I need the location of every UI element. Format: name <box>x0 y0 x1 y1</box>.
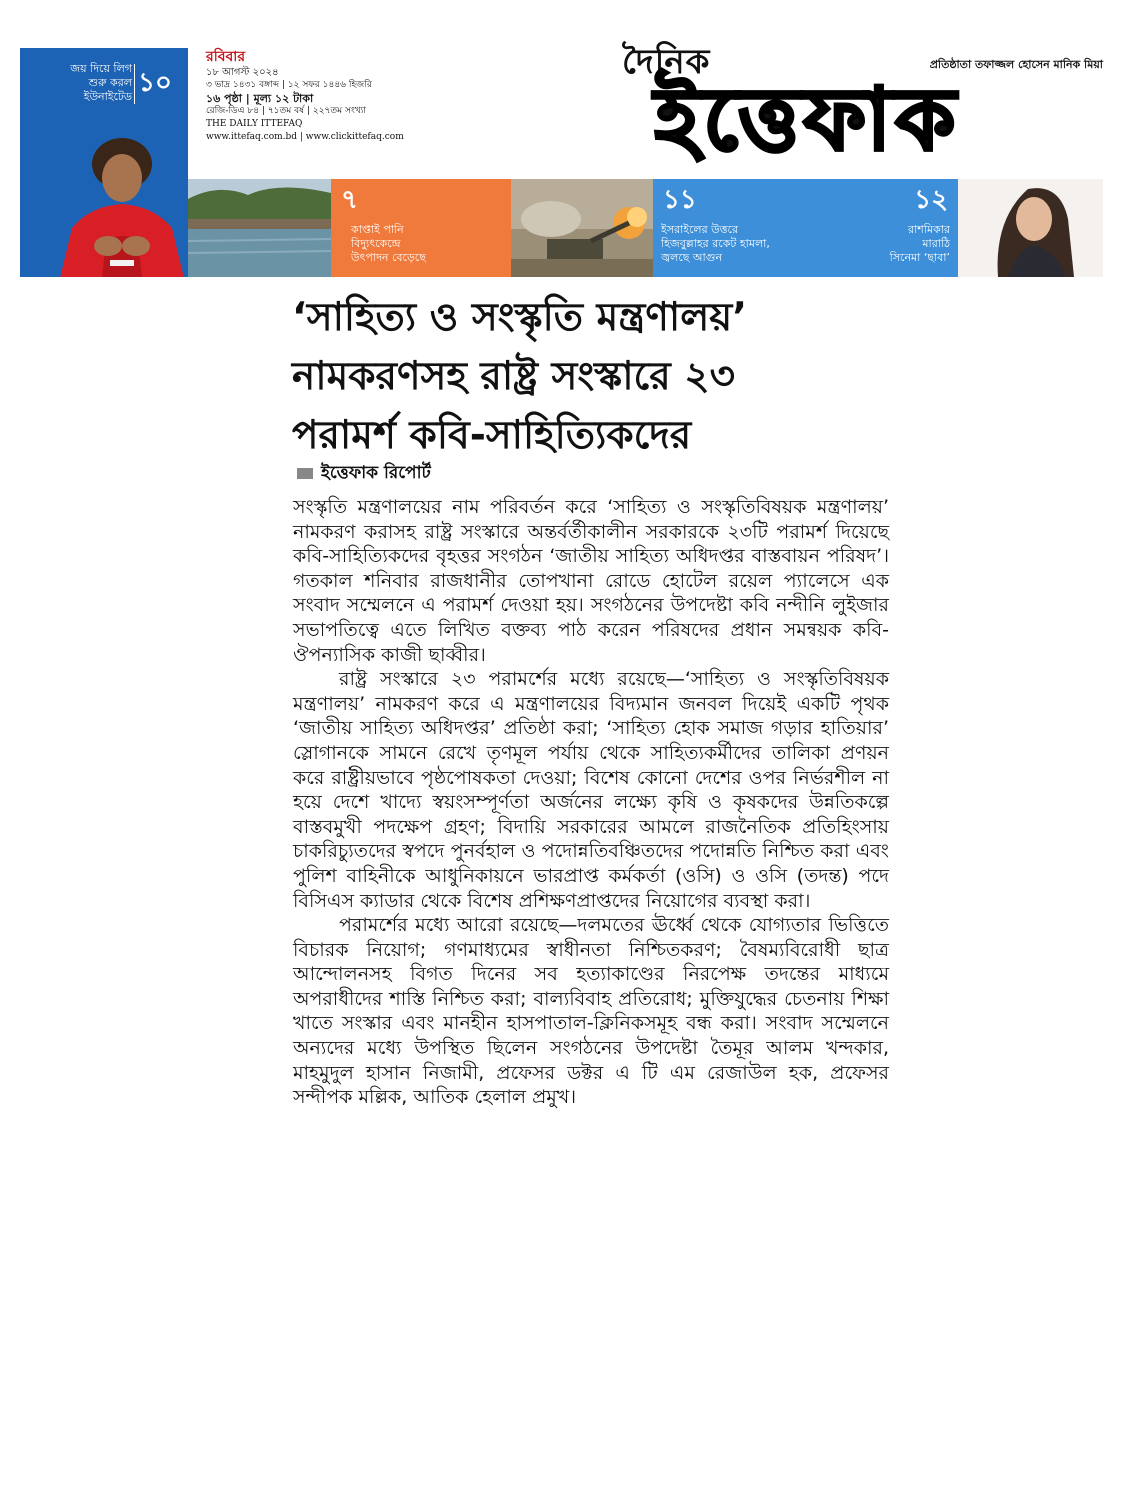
dateline-english-name: THE DAILY ITTEFAQ <box>206 119 303 129</box>
dateline <box>206 48 406 144</box>
caption-line: উৎপাদন বেড়েছে <box>351 251 426 264</box>
teaser-page-number: ৭ <box>341 185 358 215</box>
teaser-hezbollah-rashmika[interactable] <box>653 179 958 277</box>
promo-page-number: ১০ <box>138 68 172 98</box>
teaser-kaptai[interactable] <box>331 179 511 277</box>
article-body <box>293 495 889 1110</box>
caption-line: মারাঠি <box>922 237 950 250</box>
article-paragraph: সংস্কৃতি মন্ত্রণালয়ের নাম পরিবর্তন করে ‘সাহিত্য ও সংস্কৃতিবিষয়ক মন্ত্রণালয়’ নামকরণ করাসহ রাষ্ট্র সংস্কারে অন্তর্বর্তীকালীন সরকারকে ২৩টি পরামর্শ দিয়েছে কবি-সাহিত্যিকদের বৃহত্তর সংগঠন ‘জাতীয় সাহিত্য অধিদপ্তর বাস্তবায়ন পরিষদ’। গতকাল শনিবার রাজধানীর তোপখানা রোডে হোটেল রয়েল প্যালেসে এক সংবাদ সম্মেলনে এ পরামর্শ দেওয়া হয়। সংগঠনের উপদেষ্টা কবি নন্দীনি লুইজার সভাপতিত্বে এতে লিখিত বক্তব্য পাঠ করেন পরিষদের প্রধান সমন্বয়ক কবি-ঔপন্যাসিক কাজী ছাব্বীর। <box>293 496 889 666</box>
masthead-logo[interactable]: ইত্তেফাক <box>654 70 960 170</box>
masthead-small-logo: দৈনিক <box>622 42 711 82</box>
caption-line: সিনেমা ‘ছাবা’ <box>889 251 950 264</box>
byline <box>297 462 431 484</box>
promo-line: শুরু করল <box>88 76 132 89</box>
caption-line: হিজবুল্লাহর রকেট হামলা, <box>661 237 770 250</box>
headline-line: ‘সাহিত্য ও সংস্কৃতি মন্ত্রণালয়’ <box>292 295 748 340</box>
teaser-page-number: ১১ <box>663 185 697 215</box>
promo-line: ইউনাইটেড <box>83 90 132 103</box>
promo-divider <box>134 64 135 104</box>
artillery-photo <box>511 179 653 277</box>
dateline-registration: রেজি-ডিএ ৮৪ | ৭১তম বর্ষ | ২২৭তম সংখ্যা <box>206 106 366 116</box>
dateline-date: ১৮ আগস্ট ২০২৪ <box>206 67 279 78</box>
article-paragraph: পরামর্শের মধ্যে আরো রয়েছে—দলমতের ঊর্ধ্বে থেকে যোগ্যতার ভিত্তিতে বিচারক নিয়োগ; গণমাধ্যমের স্বাধীনতা নিশ্চিতকরণ; বৈষম্যবিরোধী ছাত্র আন্দোলনসহ বিগত দিনের সব হত্যাকাণ্ডের নিরপেক্ষ তদন্তের মাধ্যমে অপরাধীদের শাস্তি নিশ্চিত করা; বাল্যবিবাহ প্রতিরোধ; মুক্তিযুদ্ধের চেতনায় শিক্ষা খাতে সংস্কার এবং মানহীন হাসপাতাল-ক্লিনিকসমূহ বন্ধ করা। সংবাদ সম্মেলনে অন্যদের মধ্যে উপস্থিত ছিলেন সংগঠনের উপদেষ্টা তৈমূর আলম খন্দকার, মাহমুদুল হাসান নিজামী, প্রফেসর ডক্টর এ টি এম রেজাউল হক, প্রফেসর সন্দীপক মল্লিক, আতিক হেলাল প্রমুখ। <box>293 914 889 1109</box>
byline-square-icon <box>297 468 313 479</box>
teaser-page-number: ১২ <box>914 185 948 215</box>
dateline-day: রবিবার <box>206 49 246 65</box>
teaser-caption <box>351 223 426 265</box>
actress-photo <box>958 179 1103 277</box>
sports-promo[interactable] <box>20 48 188 277</box>
headline-line: নামকরণসহ রাষ্ট্র সংস্কারে ২৩ <box>292 354 735 399</box>
footballer-photo <box>50 128 188 277</box>
artillery-image <box>511 179 653 277</box>
caption-line: বিদ্যুৎকেন্দ্রে <box>351 237 401 250</box>
dateline-website[interactable]: www.ittefaq.com.bd | www.clickittefaq.com <box>206 132 404 142</box>
promo-line: জয় দিয়ে লিগ <box>70 62 132 75</box>
article-paragraph: রাষ্ট্র সংস্কারে ২৩ পরামর্শের মধ্যে রয়েছে—‘সাহিত্য ও সংস্কৃতিবিষয়ক মন্ত্রণালয়’ নামকরণ করে এ মন্ত্রণালয়ের বিদ্যমান জনবল দিয়েই একটি পৃথক ‘জাতীয় সাহিত্য অধিদপ্তর’ প্রতিষ্ঠা করা; ‘সাহিত্য হোক সমাজ গড়ার হাতিয়ার’ স্লোগানকে সামনে রেখে তৃণমূল পর্যায় থেকে সাহিত্যকর্মীদের তালিকা প্রণয়ন করে রাষ্ট্রীয়ভাবে পৃষ্ঠপোষকতা দেওয়া; বিশেষ কোনো দেশের ওপর নির্ভরশীল না হয়ে দেশে খাদ্যে স্বয়ংসম্পূর্ণতা অর্জনের লক্ষ্যে কৃষি ও কৃষকদের উন্নতিকল্পে বাস্তবমুখী পদক্ষেপ গ্রহণ; বিদায়ি সরকারের আমলে রাজনৈতিক প্রতিহিংসায় চাকরিচ্যুতদের স্বপদে পুনর্বহাল ও পদোন্নতিবঞ্চিতদের পদোন্নতি নিশ্চিত করা এবং পুলিশ বাহিনীকে আধুনিকায়নে ভারপ্রাপ্ত কর্মকর্তা (ওসি) ও ওসি (তদন্ত) পদে বিসিএস ক্যাডার থেকে বিশেষ প্রশিক্ষণপ্রাপ্তদের নিয়োগের ব্যবস্থা করা। <box>293 668 889 912</box>
lake-image <box>188 179 331 277</box>
kaptai-lake-photo <box>188 179 331 277</box>
caption-line: কাপ্তাই পানি <box>351 223 404 236</box>
teaser-caption <box>890 223 950 265</box>
teaser-strip <box>188 179 1103 277</box>
byline-text: ইত্তেফাক রিপোর্ট <box>321 463 431 483</box>
headline-line: পরামর্শ কবি-সাহিত্যিকদের <box>292 413 692 458</box>
caption-line: ইসরাইলের উত্তরে <box>661 223 739 236</box>
article-headline <box>292 288 902 465</box>
dateline-calendars: ৩ ভাদ্র ১৪৩১ বঙ্গাব্দ | ১২ সফর ১৪৪৬ হিজরি <box>206 80 372 90</box>
teaser-caption <box>661 223 770 265</box>
actress-image <box>958 179 1103 277</box>
founder-line: প্রতিষ্ঠাতা তফাজ্জল হোসেন মানিক মিয়া <box>929 58 1103 71</box>
dateline-pages-price: ১৬ পৃষ্ঠা | মূল্য ১২ টাকা <box>206 92 314 105</box>
sports-promo-text <box>32 62 132 104</box>
caption-line: রাশমিকার <box>908 223 950 236</box>
caption-line: জ্বলছে আগুন <box>661 251 723 264</box>
